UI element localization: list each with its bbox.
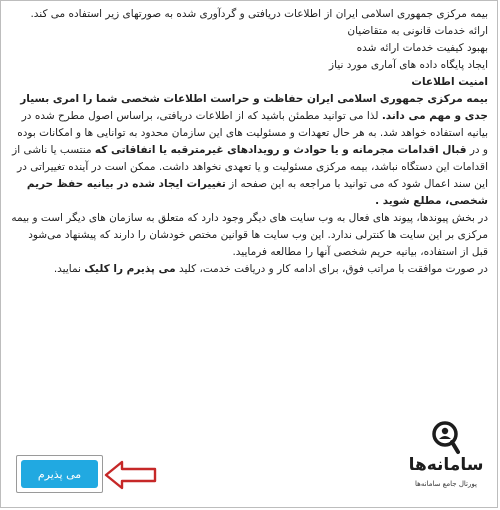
- accept-paragraph: [10, 261, 488, 278]
- watermark-tagline: پورتال جامع سامانه‌ها: [415, 480, 477, 488]
- privacy-statement: [10, 6, 488, 278]
- accept-button[interactable]: می پذیرم: [21, 460, 98, 488]
- watermark-name: سامانه‌ها: [408, 455, 484, 475]
- use-item-1: ارائه خدمات قانونی به متقاضیان: [347, 25, 488, 37]
- security-text-3: قبال اقدامات مجرمانه و یا حوادث و رویدادهای غیرمترقبه یا اتفاقاتی که: [94, 144, 467, 156]
- links-paragraph: در بخش پیوندها، پیوند های فعال به وب سایت های دیگر وجود دارد که متعلق به سازمان های دیگر است و بیمه مرکزی بر این سایت ها کنترلی ندارد. این وب سایت ها قوانین مختص خودشان را دارند که پیشنهاد می‌شود قبل از استفاده، بیانیه حریم شخصی آنها را مطالعه فرمایید.: [11, 212, 488, 258]
- security-text-4: منتسب یا ناشی از اقدامات این دستگاه نباشد، بیمه مرکزی مسئولیت و یا تعهدی نخواهد داشت. ممکن است در آینده تغییراتی در این سند اعمال شود که می توانید با مراجعه به این صفحه از: [12, 144, 488, 190]
- magnifier-logo-icon: [432, 421, 460, 455]
- security-text-1: بیمه مرکزی جمهوری اسلامی ایران حفاظت و حراست اطلاعات شخصی شما را امری بسیار جدی و مهم می داند.: [20, 93, 488, 122]
- arrow-left-icon: [104, 459, 158, 491]
- use-item-3: ایجاد پایگاه داده های آماری مورد نیاز: [329, 59, 488, 71]
- accept-text-before: در صورت موافقت با مراتب فوق، برای ادامه کار و دریافت خدمت، کلید: [178, 263, 488, 275]
- security-heading: امنیت اطلاعات: [411, 76, 488, 88]
- accept-text-keyword: می پذیرم را کلیک: [84, 263, 176, 275]
- watermark-logo: [400, 421, 492, 503]
- security-text-5: تغییرات ایجاد شده در بیانیه حفظ حریم شخصی، مطلع شوید .: [26, 178, 488, 207]
- accept-button-frame: [16, 455, 103, 493]
- security-text-2: لذا می توانید مطمئن باشید که از اطلاعات دریافتی، براساس اصول مطرح شده در بیانیه استفاده خواهد شد. به هر حال تعهدات و مسئولیت های این سازمان محدود به توانایی ها و امکانات بوده و در: [17, 110, 488, 156]
- intro-paragraph: بیمه مرکزی جمهوری اسلامی ایران از اطلاعات دریافتی و گردآوری شده به صورتهای زیر استفاده می کند.: [30, 8, 488, 20]
- security-paragraph: [10, 91, 488, 210]
- use-item-2: بهبود کیفیت خدمات ارائه شده: [356, 42, 488, 54]
- accept-text-after: نمایید.: [53, 263, 81, 275]
